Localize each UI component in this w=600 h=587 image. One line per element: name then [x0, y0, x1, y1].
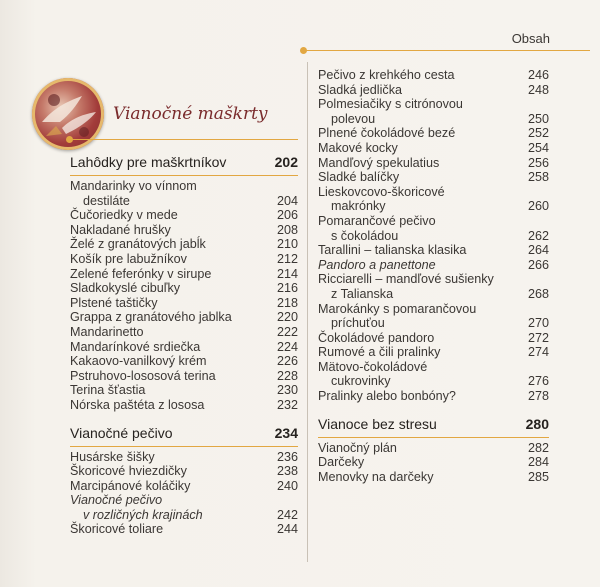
- toc-left-column: [70, 154, 298, 537]
- toc-entry-page: 252: [527, 126, 549, 141]
- toc-entry[interactable]: [70, 369, 298, 384]
- toc-entry-title: Vianočný plán: [318, 440, 397, 455]
- toc-entry-page: 246: [527, 68, 549, 82]
- section-header-label: Obsah: [511, 31, 550, 46]
- toc-section-heading[interactable]: [70, 154, 298, 176]
- toc-entry-title: Sladká jedlička: [318, 82, 403, 97]
- toc-entry-title: Želé z granátových jabĺk: [70, 237, 206, 252]
- toc-entry-title: Marcipánové koláčiky: [70, 478, 191, 493]
- toc-entry-page: 218: [276, 295, 298, 310]
- toc-entry-page: 256: [527, 155, 549, 170]
- toc-entry-title: Ricciarelli – mandľové sušienky: [318, 272, 494, 287]
- toc-entry-title: polevou: [331, 111, 376, 126]
- toc-entry[interactable]: [70, 450, 298, 465]
- toc-entry-page: 250: [527, 111, 549, 126]
- toc-section-title: Lahôdky pre maškrtníkov: [70, 154, 227, 170]
- toc-entry-page: 266: [527, 257, 549, 272]
- toc-entry-title: Mandarinetto: [70, 324, 144, 339]
- toc-entry-page: 270: [527, 316, 549, 331]
- toc-entry[interactable]: [70, 179, 298, 194]
- toc-entry-title: s čokoládou: [331, 228, 399, 243]
- toc-entry-page: 240: [276, 478, 298, 493]
- toc-entry[interactable]: [318, 68, 549, 83]
- toc-entry-page: 232: [276, 397, 298, 412]
- toc-entry-title: Makové kocky: [318, 140, 398, 155]
- toc-entry-page: 226: [276, 354, 298, 369]
- toc-entry[interactable]: [70, 493, 298, 508]
- toc-entry-title: Pečivo z krehkého cesta: [318, 68, 455, 82]
- toc-entry-title: Polmesiačiky s citrónovou: [318, 97, 463, 112]
- chapter-rule: [70, 139, 298, 140]
- toc-entry-title: Menovky na darčeky: [318, 469, 434, 484]
- toc-entry[interactable]: [70, 522, 298, 537]
- toc-entry-page: 282: [527, 440, 549, 455]
- toc-entry-title: Sladké balíčky: [318, 170, 400, 185]
- toc-entry-page: 276: [527, 374, 549, 389]
- toc-entry-title: Husárske šišky: [70, 449, 155, 464]
- toc-entry-page: 274: [527, 345, 549, 360]
- section-spacer: [318, 404, 549, 416]
- toc-entry[interactable]: [70, 223, 298, 238]
- toc-section-title: Vianočné pečivo: [70, 424, 173, 441]
- toc-entry[interactable]: [318, 214, 549, 229]
- toc-entry-page: 254: [527, 140, 549, 155]
- toc-entry[interactable]: [318, 272, 549, 287]
- toc-entry-title: Nórska paštéta z lososa: [70, 397, 205, 412]
- header-rule: [305, 50, 590, 51]
- toc-section-page: 234: [274, 424, 298, 441]
- toc-entry-title: Pomarančové pečivo: [318, 213, 436, 228]
- toc-entry-page: 206: [276, 208, 298, 223]
- toc-section-page: 280: [525, 415, 549, 432]
- toc-entry-page: 212: [276, 251, 298, 266]
- toc-entry-page: 272: [527, 330, 549, 345]
- toc-entry-title: Zelené feferónky v sirupe: [70, 266, 212, 281]
- toc-entry-page: 220: [276, 310, 298, 325]
- toc-entry[interactable]: [318, 316, 549, 331]
- toc-entry[interactable]: [318, 345, 549, 360]
- toc-entry[interactable]: [70, 464, 298, 479]
- toc-entry[interactable]: [318, 470, 549, 485]
- toc-entry[interactable]: [318, 126, 549, 141]
- toc-entry-page: 222: [276, 324, 298, 339]
- toc-entry-title: Pandoro a panettone: [318, 257, 436, 272]
- toc-entry[interactable]: [70, 252, 298, 267]
- toc-entry-title: Škoricové toliare: [70, 522, 164, 537]
- toc-entry[interactable]: [70, 383, 298, 398]
- toc-entry[interactable]: [70, 208, 298, 223]
- toc-entry-page: 260: [527, 199, 549, 214]
- toc-entry[interactable]: [318, 360, 549, 375]
- toc-entry-title: príchuťou: [331, 316, 385, 331]
- toc-entry-page: 230: [276, 383, 298, 398]
- toc-entry-title: Plstené taštičky: [70, 295, 158, 310]
- toc-entry-title: Marokánky s pomarančovou: [318, 301, 477, 316]
- toc-entry-page: 242: [276, 507, 298, 522]
- toc-entry[interactable]: [70, 237, 298, 252]
- toc-entry-title: Čokoládové pandoro: [318, 330, 435, 345]
- toc-entry-title: Mandarinky vo vínnom: [70, 179, 197, 193]
- toc-entry[interactable]: [318, 287, 549, 302]
- toc-entry-page: 210: [276, 237, 298, 252]
- toc-entry-page: 228: [276, 368, 298, 383]
- toc-section-heading[interactable]: [318, 416, 549, 438]
- toc-entry[interactable]: [70, 508, 298, 523]
- toc-entry-title: Mandarínkové srdiečka: [70, 339, 201, 354]
- toc-entry-title: Grappa z granátového jablka: [70, 310, 232, 325]
- toc-entry-page: 238: [276, 464, 298, 479]
- toc-entry-page: 264: [527, 243, 549, 258]
- toc-entry[interactable]: [318, 374, 549, 389]
- toc-entry-title: Vianočné pečivo: [70, 493, 163, 508]
- toc-entry[interactable]: [70, 479, 298, 494]
- toc-entry-title: Čučoriedky v mede: [70, 208, 178, 223]
- toc-entry-title: Lieskovcovo-škoricové: [318, 184, 445, 199]
- toc-entry-page: 204: [276, 193, 298, 208]
- toc-entry-title: Pralinky alebo bonbóny?: [318, 389, 456, 404]
- toc-entry-page: 278: [527, 389, 549, 404]
- toc-entry-page: 208: [276, 222, 298, 237]
- toc-entry[interactable]: [318, 83, 549, 98]
- toc-entry[interactable]: [318, 258, 549, 273]
- toc-entry[interactable]: [318, 141, 549, 156]
- toc-entry-page: 244: [276, 522, 298, 537]
- toc-entry-title: Kakaovo-vanilkový krém: [70, 354, 207, 369]
- toc-entry[interactable]: [70, 267, 298, 282]
- toc-section-heading[interactable]: [70, 425, 298, 447]
- toc-entry-page: 214: [276, 266, 298, 281]
- toc-entry-page: 284: [527, 455, 549, 470]
- toc-entry-title: Rumové a čili pralinky: [318, 345, 441, 360]
- toc-right-column: [318, 68, 549, 484]
- toc-entry[interactable]: [318, 112, 549, 127]
- toc-entry[interactable]: [318, 302, 549, 317]
- toc-entry[interactable]: [318, 156, 549, 171]
- toc-entry[interactable]: [318, 199, 549, 214]
- toc-entry[interactable]: [318, 170, 549, 185]
- toc-entry-page: 285: [527, 469, 549, 484]
- toc-entry-title: Tarallini – talianska klasika: [318, 243, 467, 258]
- toc-entry-title: v rozličných krajinách: [83, 507, 203, 522]
- toc-entry-title: cukrovinky: [331, 374, 391, 389]
- toc-entry[interactable]: [70, 310, 298, 325]
- toc-entry[interactable]: [70, 398, 298, 413]
- toc-entry-title: Košík pre labužníkov: [70, 251, 187, 266]
- toc-entry[interactable]: [318, 441, 549, 456]
- toc-entry-title: Mätovo-čokoládové: [318, 359, 428, 374]
- toc-entry-page: 224: [276, 339, 298, 354]
- toc-entry[interactable]: [318, 331, 549, 346]
- section-spacer: [70, 413, 298, 425]
- toc-entry-title: Darčeky: [318, 455, 365, 470]
- toc-entry[interactable]: [70, 194, 298, 209]
- toc-entry-title: Pstruhovo-lososová terina: [70, 368, 216, 383]
- toc-entry[interactable]: [70, 340, 298, 355]
- toc-entry-page: 236: [276, 449, 298, 464]
- toc-entry-title: makrónky: [331, 199, 386, 214]
- toc-entry[interactable]: [318, 185, 549, 200]
- toc-entry-title: Škoricové hviezdičky: [70, 464, 187, 479]
- toc-entry-title: Terina šťastia: [70, 383, 146, 398]
- toc-entry-title: Plnené čokoládové bezé: [318, 126, 456, 141]
- toc-entry-title: destiláte: [83, 193, 130, 208]
- toc-entry-page: 258: [527, 170, 549, 185]
- toc-entry[interactable]: [318, 229, 549, 244]
- toc-entry[interactable]: [70, 354, 298, 369]
- toc-section-title: Vianoce bez stresu: [318, 415, 437, 432]
- toc-entry-title: z Talianska: [331, 286, 394, 301]
- toc-entry-title: Nakladané hrušky: [70, 222, 171, 237]
- toc-entry[interactable]: [70, 296, 298, 311]
- toc-entry-page: 248: [527, 82, 549, 97]
- toc-entry-page: 262: [527, 228, 549, 243]
- toc-entry[interactable]: [318, 243, 549, 258]
- toc-entry[interactable]: [70, 281, 298, 296]
- toc-section-page: 202: [274, 154, 298, 170]
- column-divider: [307, 62, 308, 562]
- toc-entry-title: Mandľový spekulatius: [318, 155, 440, 170]
- toc-entry[interactable]: [318, 455, 549, 470]
- toc-entry-title: Sladkokyslé cibuľky: [70, 281, 181, 296]
- toc-entry[interactable]: [318, 389, 549, 404]
- toc-entry[interactable]: [318, 97, 549, 112]
- toc-entry-page: 216: [276, 281, 298, 296]
- toc-entry-page: 268: [527, 286, 549, 301]
- chapter-title: Vianočné maškrty: [113, 104, 268, 124]
- toc-entry[interactable]: [70, 325, 298, 340]
